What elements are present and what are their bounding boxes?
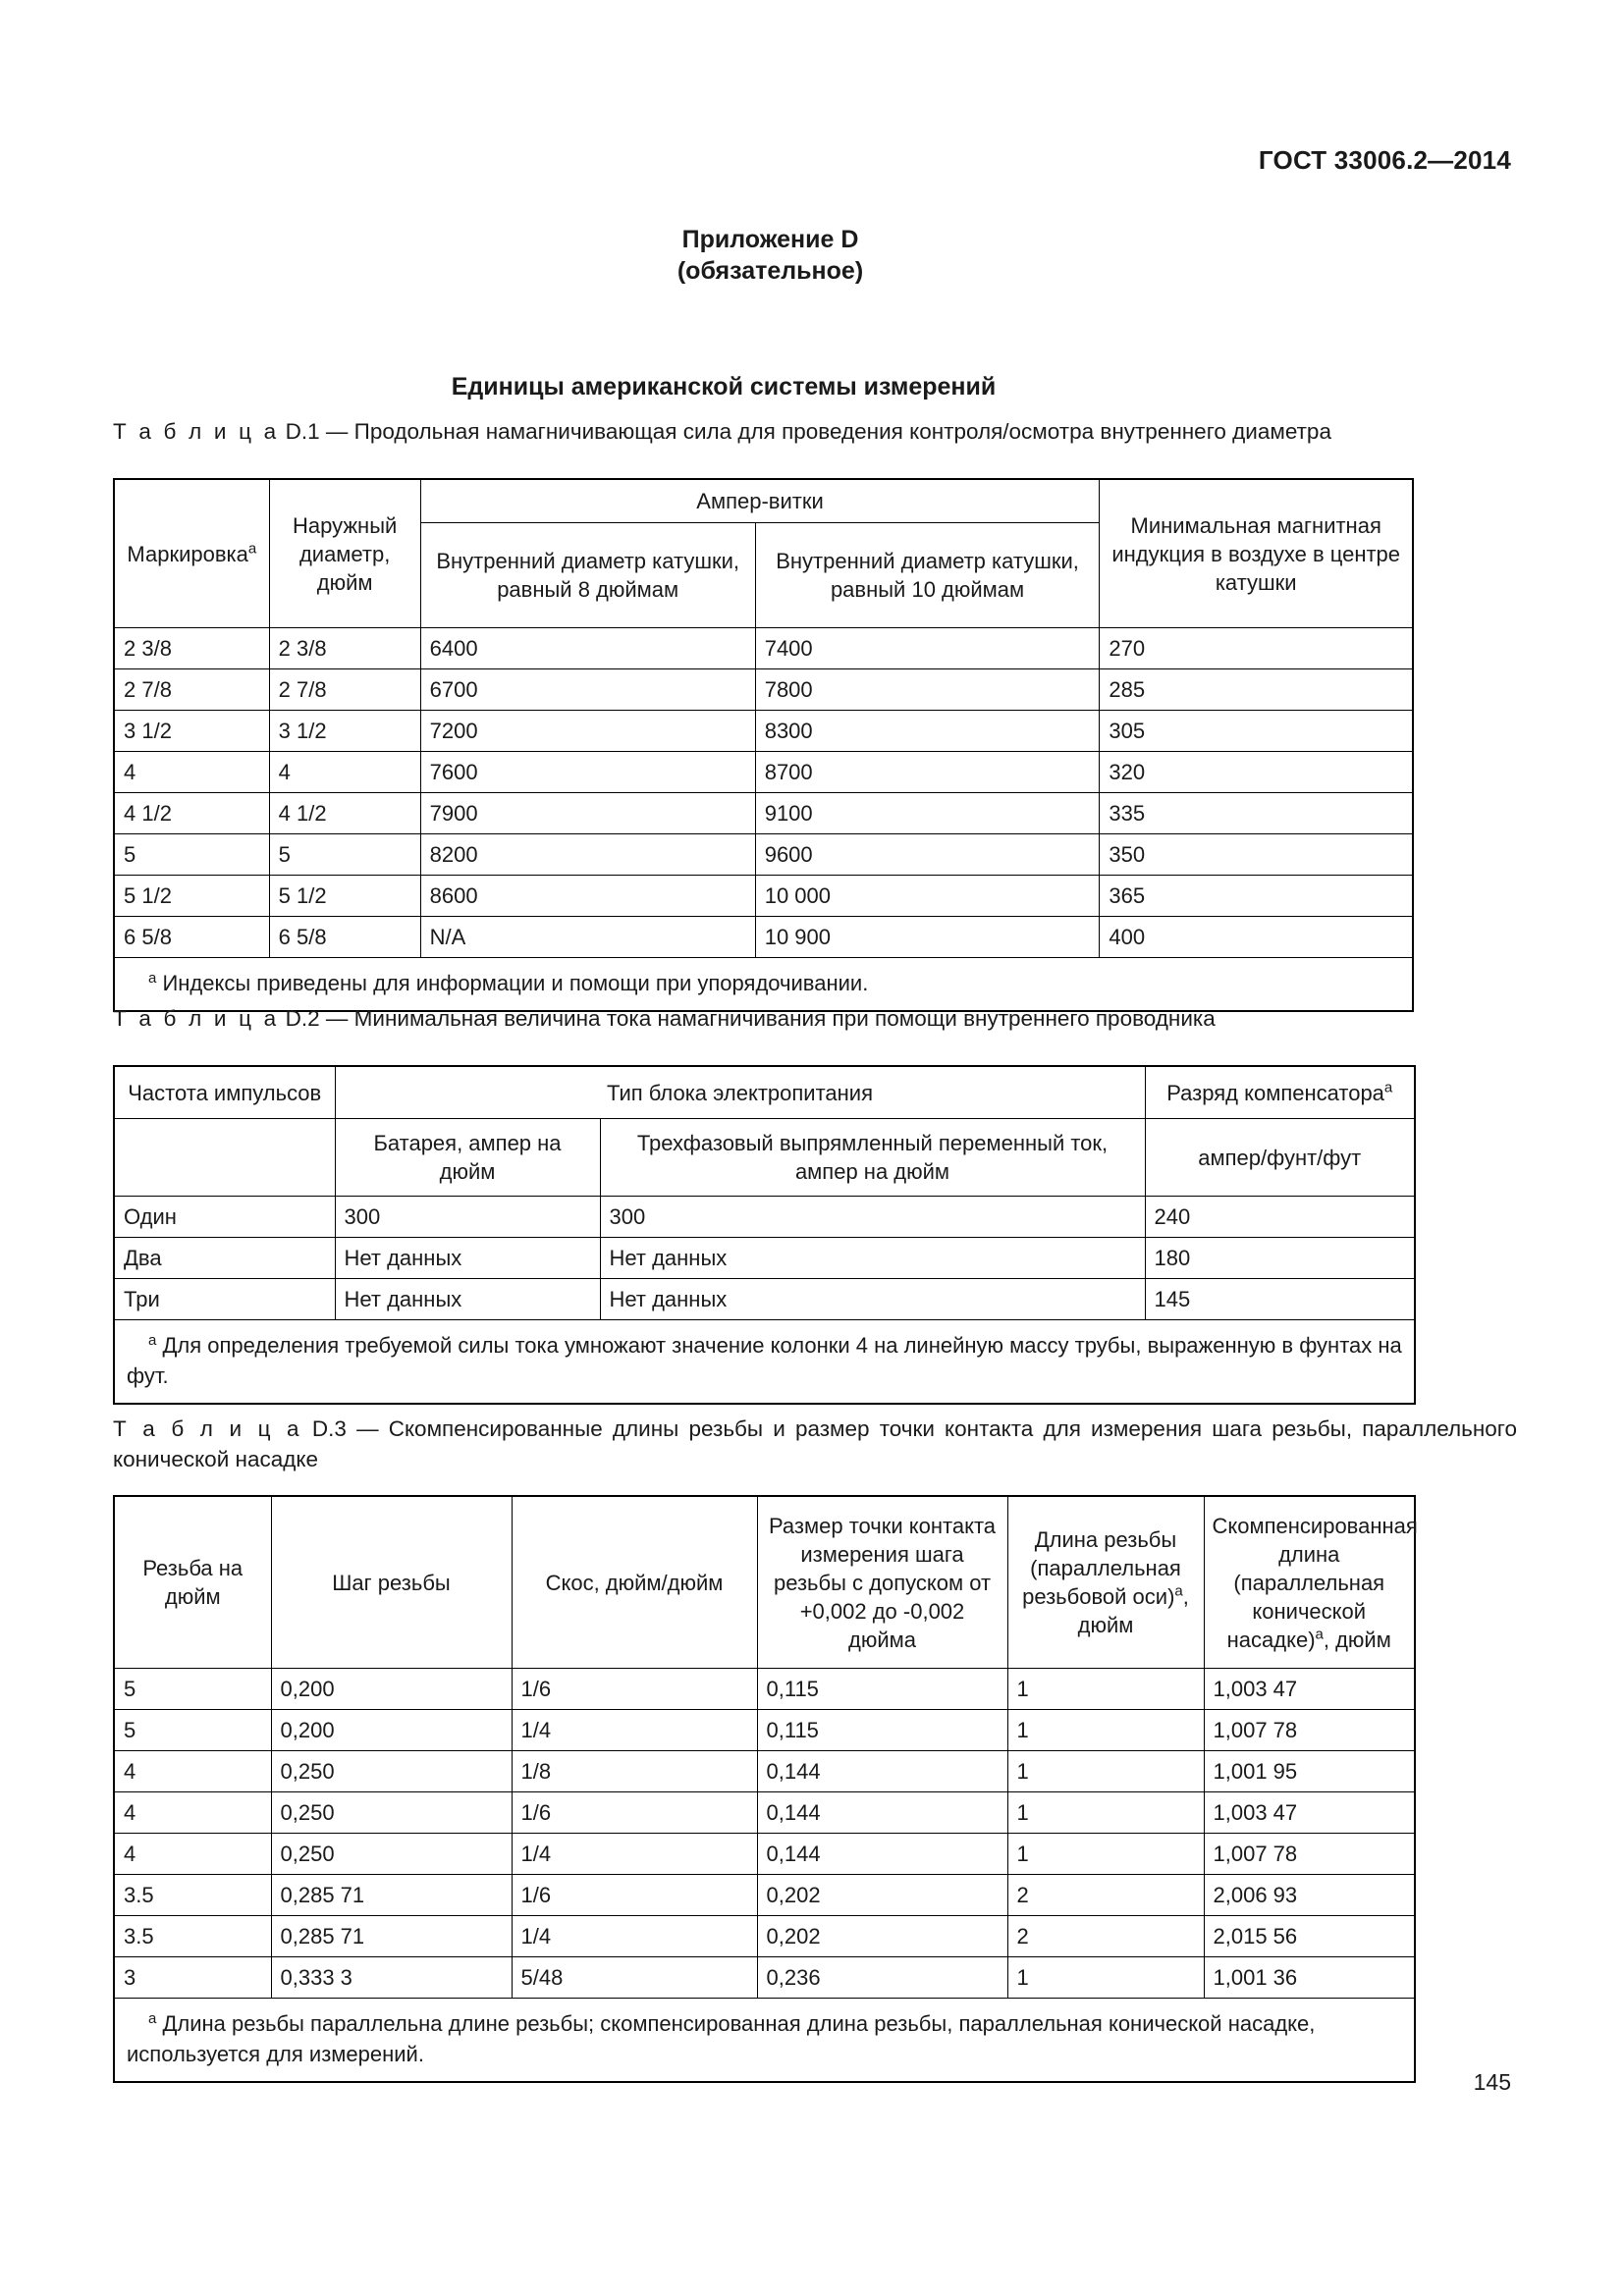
table-cell: 400 [1100,917,1413,958]
table-cell: 5/48 [512,1957,757,1999]
table-cell: 1,007 78 [1204,1834,1415,1875]
caption-table-d2 [113,1003,1517,1034]
table-cell: 3 1/2 [269,711,420,752]
table-cell: 0,285 71 [271,1875,512,1916]
table-cell: 0,333 3 [271,1957,512,1999]
header-cell-amper-vitki: Ампер-витки [420,479,1100,523]
header-cell-markirovka [114,479,269,628]
table-cell: 0,144 [757,1751,1007,1792]
header-cell-coil-10in: Внутренний диаметр катушки, равный 10 дюймам [755,523,1100,628]
table-cell: 8300 [755,711,1100,752]
table-d2 [113,1065,1416,1405]
table-cell: 0,285 71 [271,1916,512,1957]
table-cell: 10 900 [755,917,1100,958]
table-cell: Нет данных [600,1279,1145,1320]
table-cell: 180 [1145,1238,1415,1279]
table-cell: 1,003 47 [1204,1669,1415,1710]
table-cell: 0,200 [271,1710,512,1751]
table-cell: 0,236 [757,1957,1007,1999]
table-cell: 6700 [420,669,755,711]
table-cell: 0,115 [757,1669,1007,1710]
table-cell: 1/8 [512,1751,757,1792]
header-cell-threads-per-inch: Резьба на дюйм [114,1496,271,1669]
footnote-cell-d2 [114,1320,1415,1405]
table-cell: 3.5 [114,1875,271,1916]
table-row [114,1875,1415,1916]
footnote-marker: a [148,969,157,987]
table-cell: 0,250 [271,1834,512,1875]
header-cell-battery: Батарея, ампер на дюйм [335,1119,600,1197]
header-cell-thread-pitch: Шаг резьбы [271,1496,512,1669]
table-cell: 5 [114,1710,271,1751]
table-cell: 3 1/2 [114,711,269,752]
footnote-marker: a [247,540,257,558]
running-header: ГОСТ 33006.2—2014 [1258,145,1511,175]
table-row [114,876,1413,917]
table-row [114,1279,1415,1320]
header-cell-three-phase: Трехфазовый выпрямленный переменный ток, ампер на дюйм [600,1119,1145,1197]
caption-table-d1 [113,416,1517,447]
table-cell: 4 1/2 [114,793,269,834]
header-cell-outer-diameter: Наружный диаметр, дюйм [269,479,420,628]
table-cell: 1/6 [512,1669,757,1710]
table-row [114,711,1413,752]
caption-number-d1: D.1 [285,419,320,444]
table-cell: Нет данных [335,1238,600,1279]
table-cell: 3 [114,1957,271,1999]
table-cell: Три [114,1279,335,1320]
table-cell: 2 7/8 [114,669,269,711]
table-cell: 3.5 [114,1916,271,1957]
table-cell: 285 [1100,669,1413,711]
caption-table-d3 [113,1414,1517,1474]
footnote-cell-d3 [114,1999,1415,2083]
table-cell: 270 [1100,628,1413,669]
caption-number-d3: D.3 [311,1416,347,1441]
caption-number-d2: D.2 [285,1006,320,1031]
table-d1-body [114,628,1413,958]
table-cell: 7400 [755,628,1100,669]
header-label: Разряд компенсатора [1166,1080,1384,1105]
table-row-header [114,1066,1415,1119]
table-cell: 1 [1007,1669,1204,1710]
table-row-subheader [114,1119,1415,1197]
table-cell: 7900 [420,793,755,834]
table-cell: 4 [114,752,269,793]
table-cell: 4 [114,1751,271,1792]
table-cell: 5 1/2 [114,876,269,917]
table-cell: 6400 [420,628,755,669]
footnote-marker: a [1383,1079,1393,1096]
table-row-footnote [114,1320,1415,1405]
table-row [114,1834,1415,1875]
table-row [114,1669,1415,1710]
table-cell: 300 [600,1197,1145,1238]
table-cell: 0,200 [271,1669,512,1710]
table-cell: 0,202 [757,1916,1007,1957]
table-cell: 8200 [420,834,755,876]
table-row [114,1710,1415,1751]
table-d3 [113,1495,1416,2083]
table-cell: 0,144 [757,1792,1007,1834]
footnote-text: Для определения требуемой силы тока умножают значение колонки 4 на линейную массу трубы, выраженную в фунтах на фут. [127,1333,1402,1388]
table-cell: 1/6 [512,1792,757,1834]
annex-heading-block [0,224,1624,287]
table-cell: 1,001 36 [1204,1957,1415,1999]
table-cell: 10 000 [755,876,1100,917]
section-title: Единицы американской системы измерений [451,373,997,400]
table-cell: 5 1/2 [269,876,420,917]
table-cell: Нет данных [335,1279,600,1320]
table-cell: 9100 [755,793,1100,834]
table-cell: 0,144 [757,1834,1007,1875]
footnote-marker: a [1174,1582,1183,1600]
header-label: Маркировка [127,541,248,566]
table-cell: 6 5/8 [269,917,420,958]
header-label: Скомпенсированная длина (параллельная конической насадке) [1212,1513,1418,1652]
table-cell: 1,003 47 [1204,1792,1415,1834]
table-row [114,1957,1415,1999]
table-cell: 240 [1145,1197,1415,1238]
table-cell: 0,250 [271,1792,512,1834]
table-cell: 1/6 [512,1875,757,1916]
table-cell: 7800 [755,669,1100,711]
table-row [114,752,1413,793]
header-cell-coil-8in: Внутренний диаметр катушки, равный 8 дюймам [420,523,755,628]
table-cell: Один [114,1197,335,1238]
table-row [114,628,1413,669]
table-cell: 7200 [420,711,755,752]
table-cell: 0,250 [271,1751,512,1792]
header-cell-unit-amper: ампер/фунт/фут [1145,1119,1415,1197]
table-d2-body [114,1197,1415,1320]
table-cell: 350 [1100,834,1413,876]
header-cell-compensated-length [1204,1496,1418,1669]
table-cell: N/A [420,917,755,958]
caption-label-d1: Т а б л и ц а [113,419,280,444]
table-cell: 305 [1100,711,1413,752]
table-cell: 0,115 [757,1710,1007,1751]
table-cell: 8600 [420,876,755,917]
caption-text-d3: — Скомпенсированные длины резьбы и размер точки контакта для измерения шага резьбы, параллельного конической насадке [113,1416,1517,1471]
table-cell: 6 5/8 [114,917,269,958]
caption-text-d2: — Минимальная величина тока намагничивания при помощи внутреннего проводника [325,1006,1216,1031]
table-d1 [113,478,1414,1012]
table-cell: 0,202 [757,1875,1007,1916]
annex-title: Приложение D [681,226,859,253]
table-cell: 2,015 56 [1204,1916,1415,1957]
table-cell: 1/4 [512,1834,757,1875]
caption-label-d2: Т а б л и ц а [113,1006,280,1031]
header-cell-contact-point-size: Размер точки контакта измерения шага резьбы с допуском от +0,002 до -0,002 дюйма [757,1496,1007,1669]
footnote-marker: a [1315,1626,1324,1643]
table-cell: 1/4 [512,1710,757,1751]
header-label: Длина резьбы (параллельная резьбовой оси) [1022,1527,1181,1609]
table-row [114,1238,1415,1279]
footnote-marker: a [148,2009,157,2027]
header-cell-empty [114,1119,335,1197]
table-cell: 1 [1007,1834,1204,1875]
header-cell-taper: Скос, дюйм/дюйм [512,1496,757,1669]
table-row [114,1751,1415,1792]
table-cell: 300 [335,1197,600,1238]
table-cell: 9600 [755,834,1100,876]
table-cell: 145 [1145,1279,1415,1320]
caption-text-d1: — Продольная намагничивающая сила для проведения контроля/осмотра внутреннего диаметра [325,419,1331,444]
table-row [114,1916,1415,1957]
table-cell: Два [114,1238,335,1279]
table-cell: 2 3/8 [114,628,269,669]
table-cell: 2 7/8 [269,669,420,711]
table-row [114,1197,1415,1238]
table-cell: 5 [114,1669,271,1710]
table-cell: 8700 [755,752,1100,793]
header-cell-min-induction: Минимальная магнитная индукция в воздухе в центре катушки [1100,479,1413,628]
table-cell: 2 [1007,1916,1204,1957]
header-cell-compensator-rank [1145,1066,1415,1119]
table-cell: 1,001 95 [1204,1751,1415,1792]
table-cell: 1/4 [512,1916,757,1957]
table-cell: 335 [1100,793,1413,834]
annex-subtitle: (обязательное) [677,257,864,285]
page-number: 145 [1473,2069,1511,2095]
footnote-text: Длина резьбы параллельна длине резьбы; скомпенсированная длина резьбы, параллельная конической насадке, используется для измерений. [127,2011,1316,2066]
table-cell: 365 [1100,876,1413,917]
table-cell: 4 [269,752,420,793]
table-row-header [114,1496,1415,1669]
table-cell: 320 [1100,752,1413,793]
table-row [114,793,1413,834]
header-cell-thread-length [1007,1496,1204,1669]
table-cell: 4 [114,1792,271,1834]
table-row [114,834,1413,876]
table-cell: 1,007 78 [1204,1710,1415,1751]
table-cell: 2,006 93 [1204,1875,1415,1916]
table-cell: 1 [1007,1957,1204,1999]
header-cell-pulse-frequency: Частота импульсов [114,1066,335,1119]
table-cell: 1 [1007,1751,1204,1792]
table-cell: 7600 [420,752,755,793]
table-cell: Нет данных [600,1238,1145,1279]
table-cell: 2 [1007,1875,1204,1916]
table-cell: 5 [269,834,420,876]
header-cell-power-supply-type: Тип блока электропитания [335,1066,1145,1119]
table-cell: 1 [1007,1792,1204,1834]
table-row-header [114,479,1413,523]
table-row [114,917,1413,958]
table-cell: 2 3/8 [269,628,420,669]
header-unit: , дюйм [1323,1627,1391,1652]
table-row [114,669,1413,711]
table-cell: 5 [114,834,269,876]
table-row [114,1792,1415,1834]
footnote-text: Индексы приведены для информации и помощи при упорядочивании. [162,971,869,995]
header-unit: , дюйм [1077,1584,1189,1637]
table-cell: 1 [1007,1710,1204,1751]
footnote-marker: a [148,1331,157,1349]
table-cell: 4 [114,1834,271,1875]
table-row-footnote [114,1999,1415,2083]
table-cell: 4 1/2 [269,793,420,834]
caption-label-d3: Т а б л и ц а [113,1416,302,1441]
table-d3-body [114,1669,1415,1999]
